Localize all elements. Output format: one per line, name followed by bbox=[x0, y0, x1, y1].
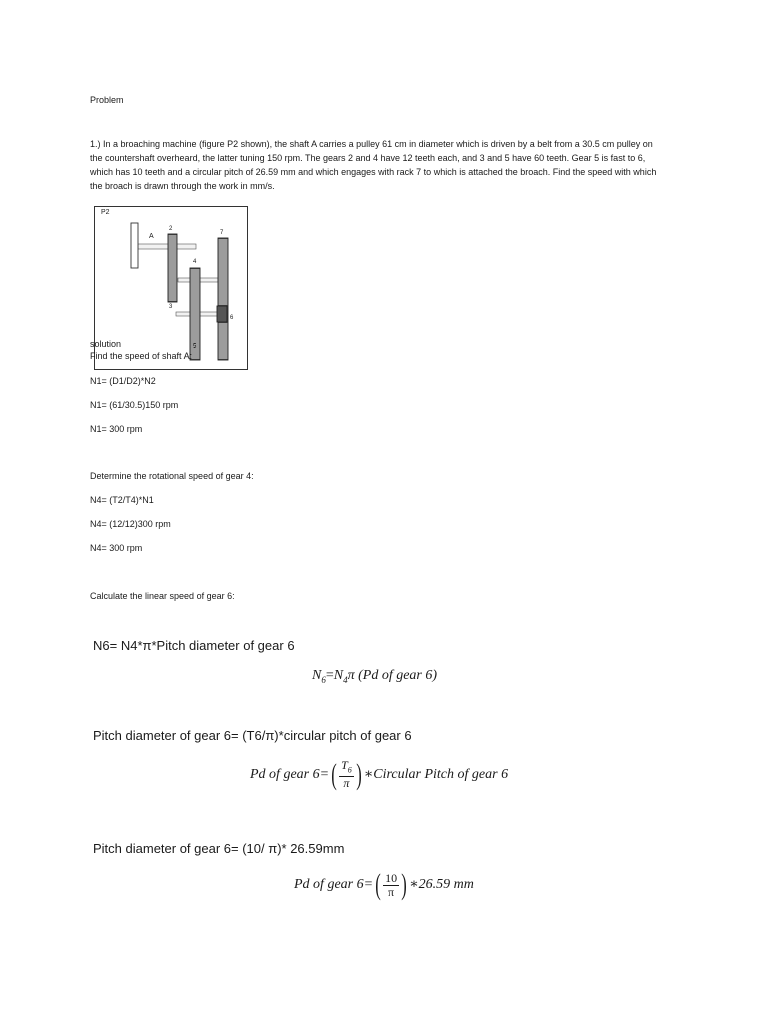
problem-statement bbox=[90, 137, 690, 193]
step1-line: N1= (D1/D2)*N2 bbox=[90, 376, 156, 386]
formula-pitch-diameter: Pitch diameter of gear 6= (T6/π)*circular pitch of gear 6 bbox=[93, 728, 412, 743]
step2-line: N4= (12/12)300 rpm bbox=[90, 519, 171, 529]
problem-line: 1.) In a broaching machine (figure P2 shown), the shaft A carries a pulley 61 cm in diameter which is driven by a belt from a 30.5 cm pulley on bbox=[90, 139, 653, 149]
gear-2-label: 2 bbox=[169, 226, 173, 232]
step2-line: N4= 300 rpm bbox=[90, 543, 143, 553]
equation-3: Pd of gear 6=( $\frac{10}{\pi}$ ) ∗26.59 mm bbox=[294, 868, 474, 901]
shaft-a-label: A bbox=[149, 233, 154, 240]
problem-line: the countershaft overheard, the latter tuning 150 rpm. The gears 2 and 4 have 12 teeth each, and 3 and 5 have 60 teeth. Gear 5 is fast to 6, bbox=[90, 153, 646, 163]
step1-line: N1= 300 rpm bbox=[90, 424, 143, 434]
problem-line: the broach is drawn through the work in mm/s. bbox=[90, 181, 275, 191]
equation-2: Pd of gear 6=( $\frac{T_6}{\pi}$ ) ∗Circular Pitch of gear 6 bbox=[250, 757, 509, 791]
formula-pitch-diameter-values: Pitch diameter of gear 6= (10/ π)* 26.59mm bbox=[93, 841, 345, 856]
step1-line: N1= (61/30.5)150 rpm bbox=[90, 400, 179, 410]
gear-5-label: 5 bbox=[193, 344, 197, 350]
step2-line: N4= (T2/T4)*N1 bbox=[90, 495, 154, 505]
gear-4-label: 4 bbox=[193, 259, 197, 265]
problem-heading: Problem bbox=[90, 95, 124, 105]
equation-1: $N_6=N_4\pi$ (Pd of gear 6) bbox=[312, 668, 438, 685]
step2-title: Determine the rotational speed of gear 4: bbox=[90, 471, 254, 481]
solution-label: solution bbox=[90, 339, 122, 349]
gear-6-label: 6 bbox=[230, 315, 234, 321]
problem-line: which has 10 teeth and a circular pitch of 26.59 mm and which engages with rack 7 to which is attached the broach. Find the speed with which bbox=[90, 167, 657, 177]
step3-title: Calculate the linear speed of gear 6: bbox=[90, 591, 235, 601]
gear-7-label: 7 bbox=[220, 230, 224, 236]
figure-label: P2 bbox=[101, 209, 110, 216]
formula-linear-speed: N6= N4*π*Pitch diameter of gear 6 bbox=[93, 638, 295, 653]
step1-title: Find the speed of shaft A: bbox=[90, 351, 193, 361]
gear-3-label: 3 bbox=[169, 304, 173, 310]
